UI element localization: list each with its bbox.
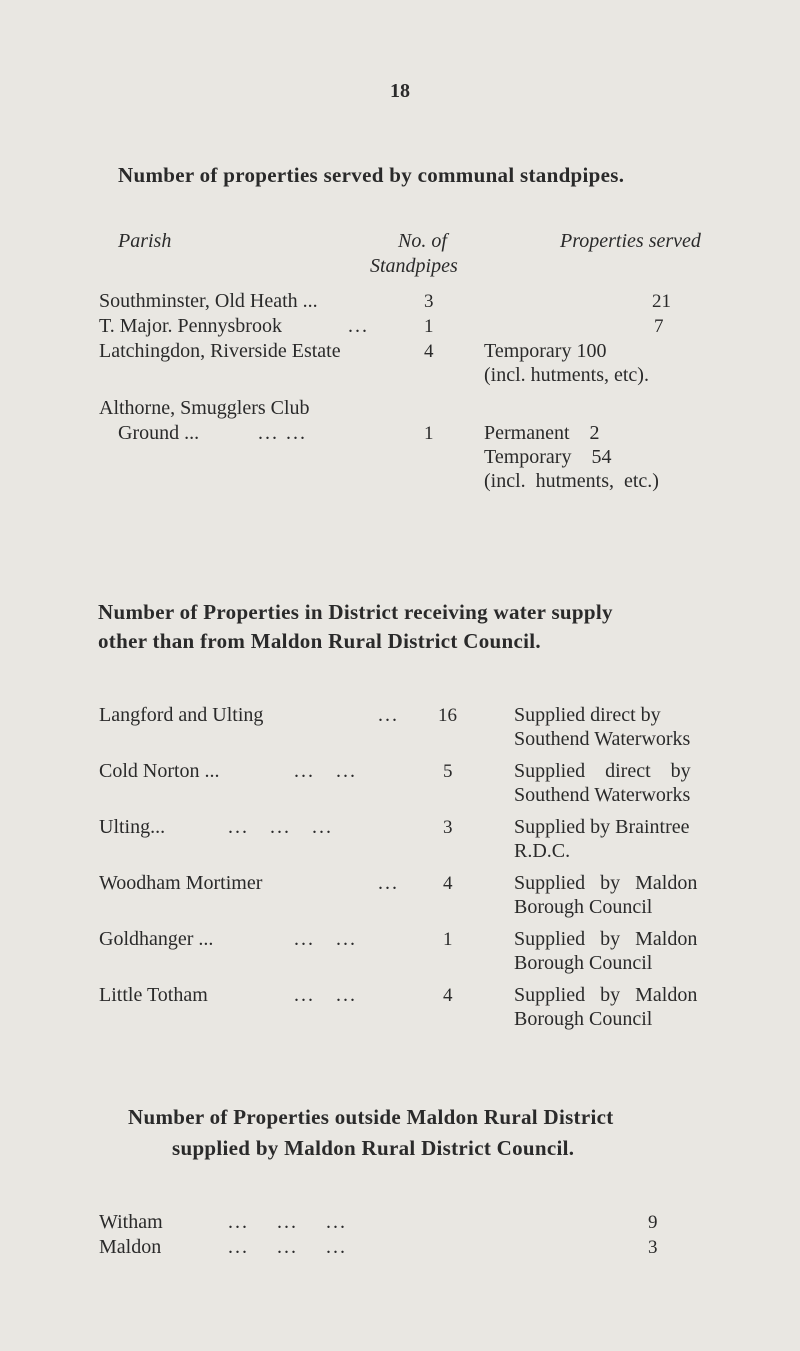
supply-source: Supplied by Maldon <box>514 872 698 894</box>
leader-dots: ... ... ... <box>228 816 333 838</box>
property-count: 3 <box>648 1237 658 1258</box>
leader-dots: ... <box>378 872 399 894</box>
leader-dots: ... ... ... <box>228 1236 347 1258</box>
supply-source-cont: R.D.C. <box>514 840 571 862</box>
supply-source: Supplied direct by <box>514 704 661 726</box>
supply-source-cont: Borough Council <box>514 896 653 918</box>
properties-served-note: (incl. hutments, etc). <box>484 364 649 386</box>
supply-source-cont: Borough Council <box>514 952 653 974</box>
properties-served-note: (incl. hutments, etc.) <box>484 470 659 492</box>
supply-source-cont: Southend Waterworks <box>514 784 691 806</box>
outside-supply-title-line1: Number of Properties outside Maldon Rural District <box>128 1105 614 1129</box>
property-count: 3 <box>443 817 453 838</box>
standpipes-title: Number of properties served by communal standpipes. <box>118 163 625 187</box>
leader-dots: ... <box>348 315 369 337</box>
property-count: 9 <box>648 1212 658 1233</box>
parish-name: Langford and Ulting <box>99 704 264 726</box>
parish-name: Southminster, Old Heath ... <box>99 290 318 312</box>
property-count: 4 <box>443 985 453 1006</box>
properties-served: Temporary 54 <box>484 446 612 468</box>
other-supply-title-line2: other than from Maldon Rural District Council. <box>98 629 541 653</box>
col-header-standpipes: Standpipes <box>370 255 458 277</box>
col-header-parish: Parish <box>118 230 172 252</box>
properties-served: Temporary 100 <box>484 340 607 362</box>
town-name: Witham <box>99 1211 163 1233</box>
parish-name: T. Major. Pennysbrook <box>99 315 282 337</box>
property-count: 16 <box>438 705 457 726</box>
property-count: 4 <box>443 873 453 894</box>
properties-served: 21 <box>652 291 671 312</box>
leader-dots: ... ... ... <box>228 1211 347 1233</box>
standpipe-count: 4 <box>424 341 434 362</box>
supply-source: Supplied direct by <box>514 760 691 782</box>
standpipe-count: 1 <box>424 423 434 444</box>
leader-dots: ... ... <box>294 760 357 782</box>
standpipe-count: 3 <box>424 291 434 312</box>
page-number: 18 <box>390 80 410 102</box>
parish-name: Latchingdon, Riverside Estate <box>99 340 341 362</box>
parish-name: Althorne, Smugglers Club <box>99 397 310 419</box>
col-header-properties: Properties served <box>560 230 701 252</box>
town-name: Maldon <box>99 1236 162 1258</box>
parish-name-cont: Ground ... <box>118 422 200 444</box>
other-supply-title-line1: Number of Properties in District receiving water supply <box>98 600 613 624</box>
outside-supply-title-line2: supplied by Maldon Rural District Council. <box>172 1136 575 1160</box>
parish-name: Ulting... <box>99 816 166 838</box>
properties-served: 7 <box>654 316 664 337</box>
leader-dots: ... ... <box>294 928 357 950</box>
supply-source-cont: Southend Waterworks <box>514 728 691 750</box>
leader-dots: ... ... <box>258 422 307 444</box>
supply-source: Supplied by Maldon <box>514 984 698 1006</box>
leader-dots: ... <box>378 704 399 726</box>
property-count: 5 <box>443 761 453 782</box>
supply-source: Supplied by Braintree <box>514 816 690 838</box>
leader-dots: ... ... <box>294 984 357 1006</box>
parish-name: Cold Norton ... <box>99 760 220 782</box>
col-header-no-of: No. of <box>398 230 447 252</box>
parish-name: Goldhanger ... <box>99 928 214 950</box>
supply-source-cont: Borough Council <box>514 1008 653 1030</box>
parish-name: Woodham Mortimer <box>99 872 263 894</box>
property-count: 1 <box>443 929 453 950</box>
parish-name: Little Totham <box>99 984 208 1006</box>
supply-source: Supplied by Maldon <box>514 928 698 950</box>
properties-served: Permanent 2 <box>484 422 600 444</box>
standpipe-count: 1 <box>424 316 434 337</box>
